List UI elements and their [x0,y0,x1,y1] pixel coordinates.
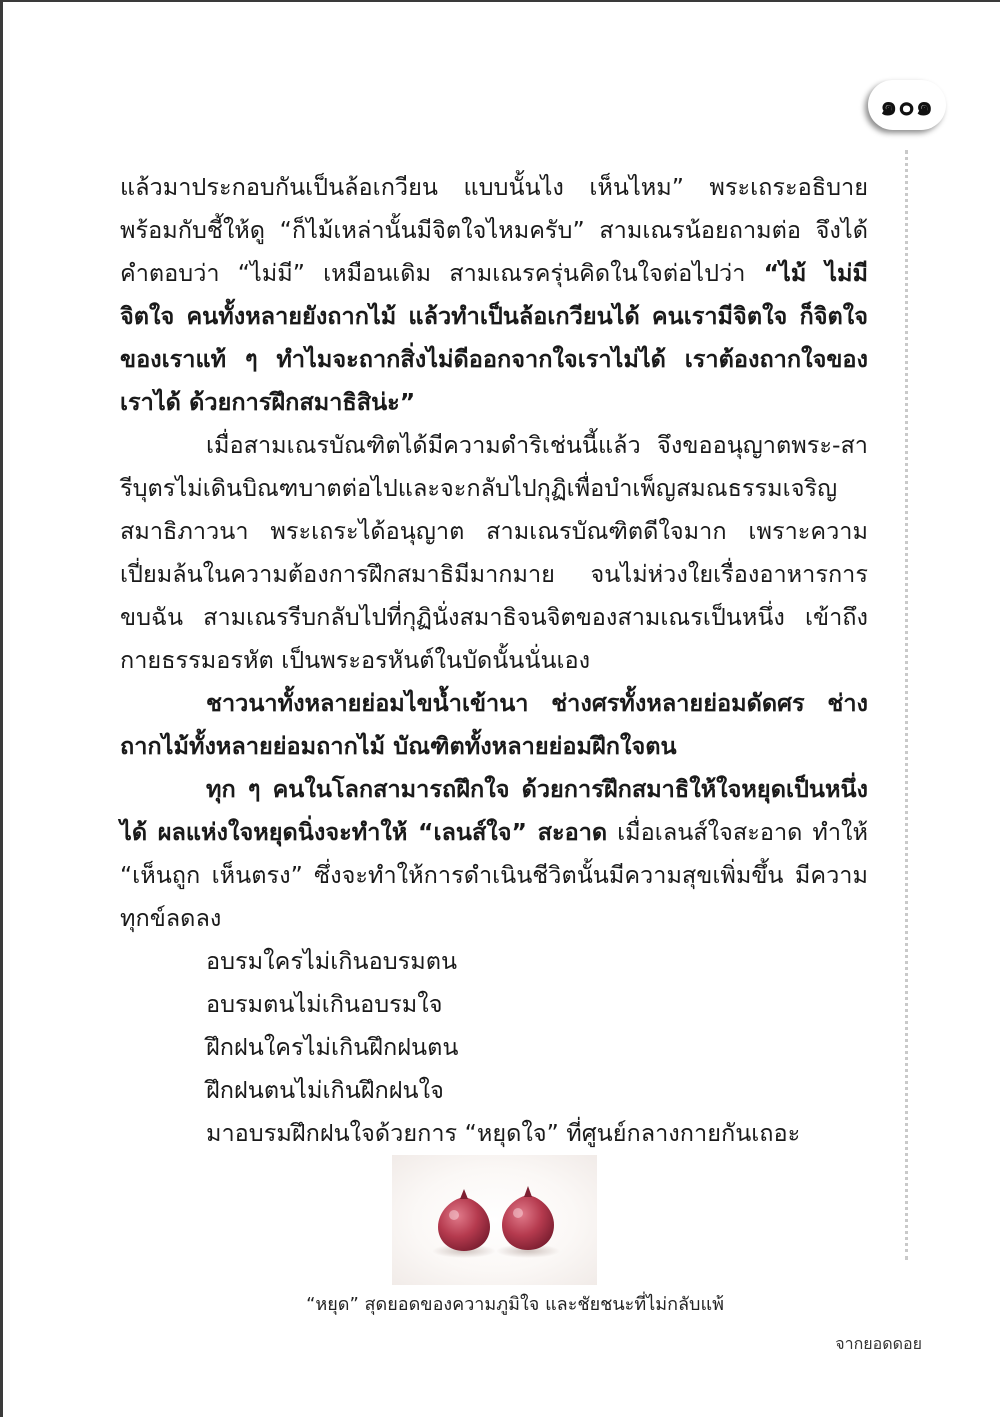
fruit-right-stem [524,1186,532,1197]
paragraph-2-text: เมื่อสามเณรบัณฑิตได้มีความดำริเช่นนี้แล้ว จึงขออนุญาตพระ-สารีบุตรไม่เดินบิณฑบาตต่อไปและจะกลับไปกุฏิเพื่อบำเพ็ญสมณธรรมเจริญสมาธิภาวนา พระเถระได้อนุญาต สามเณรบัณฑิตดีใจมาก เพราะความเปี่ยมล้นในความต้องการฝึกสมาธิมีมากมาย จนไม่ห่วงใยเรื่องอาหารการขบฉัน สามเณรรีบกลับไปที่กุฏินั่งสมาธิจนจิตของสามเณรเป็นหนึ่ง เข้าถึงกายธรรมอรหัต เป็นพระอรหันต์ในบัดนั้นนั่นเอง [120,431,868,674]
fruit-highlight [513,1208,523,1218]
page-frame-left [0,0,3,1417]
paragraph-3 [120,682,868,768]
page-frame-top [0,0,1000,2]
paragraph-1 [120,166,868,424]
poem-line: มาอบรมฝึกฝนใจด้วยการ “หยุดใจ” ที่ศูนย์กลางกายกันเถอะ [206,1119,801,1147]
book-title-footer: จากยอดดอย [835,1334,922,1353]
fruit-left-stem [460,1189,468,1199]
fruit-illustration [392,1155,597,1285]
body-text [120,166,868,1155]
paragraph-1-bold-quote: “ไม้ ไม่มีจิตใจ คนทั้งหลายยังถากไม้ แล้วทำเป็นล้อเกวียนได้ คนเรามีจิตใจ ก็จิตใจของเราแท้ ๆ ทำไมจะถากสิ่งไม่ดีออกจากใจเราไม่ได้ เราต้องถากใจของเราได้ ด้วยการฝึกสมาธิสิน่ะ” [120,259,868,416]
paragraph-1-text: แล้วมาประกอบกันเป็นล้อเกวียน แบบนั้นไง เห็นไหม” พระเถระอธิบาย พร้อมกับชี้ให้ดู “ก็ไม้เหล่านั้นมีจิตใจไหมครับ” สามเณรน้อยถามต่อ จึงได้คำตอบว่า “ไม่มี” เหมือนเดิม สามเณรครุ่นคิดในใจต่อไปว่า [120,173,868,287]
poem-line: อบรมตนไม่เกินอบรมใจ [206,990,443,1018]
page-number-badge [868,80,946,130]
dotted-margin-line [905,150,908,1260]
paragraph-2 [120,424,868,682]
fruit-highlight [449,1210,459,1220]
poem-line: อบรมใครไม่เกินอบรมตน [206,947,458,975]
fruit-photo [392,1155,597,1285]
fruit-right [502,1195,554,1250]
paragraph-4-text: เมื่อเลนส์ใจสะอาด ทำให้ “เห็นถูก เห็นตรง” ซึ่งจะทำให้การดำเนินชีวิตนั้นมีความสุขเพิ่มขึ้น มีความทุกข์ลดลง [120,818,869,932]
poem-line: ฝึกฝนใครไม่เกินฝึกฝนตน [206,1033,459,1061]
poem-line: ฝึกฝนตนไม่เกินฝึกฝนใจ [206,1076,444,1104]
photo-caption: “หยุด” สุดยอดของความภูมิใจ และชัยชนะที่ไม่กลับแพ้ [306,1294,724,1315]
page-number: ๑๐๑ [880,90,934,122]
paragraph-4-bold-text: ทุก ๆ คนในโลกสามารถฝึกใจ ด้วยการฝึกสมาธิให้ใจหยุดเป็นหนึ่งได้ ผลแห่งใจหยุดนิ่งจะทำให้ “เลนส์ใจ” สะอาด [120,775,868,846]
fruit-left [438,1197,490,1251]
paragraph-4 [120,768,868,940]
paragraph-3-bold-text: ชาวนาทั้งหลายย่อมไขน้ำเข้านา ช่างศรทั้งหลายย่อมดัดศร ช่างถากไม้ทั้งหลายย่อมถากไม้ บัณฑิตทั้งหลายย่อมฝึกใจตน [120,689,868,760]
